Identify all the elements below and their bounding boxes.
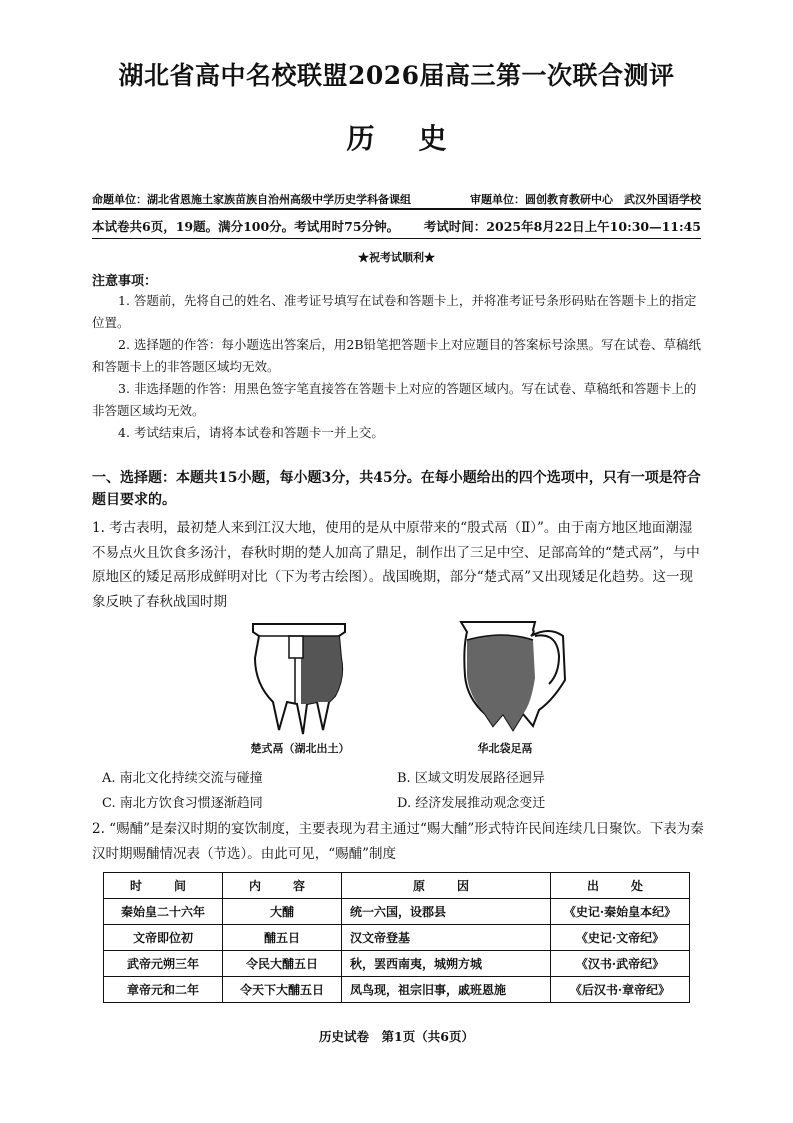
table-cell: 武帝元朔三年: [104, 951, 223, 977]
table-row: [104, 951, 690, 977]
option-a[interactable]: A. 南北文化持续交流与碰撞: [102, 771, 263, 786]
exam-title: 湖北省高中名校联盟2026届高三第一次联合测评: [118, 61, 675, 90]
table-cell: 统一六国，设郡县: [342, 899, 551, 925]
note-item: 2. 选择题的作答：每小题选出答案后，用2B铅笔把答题卡上对应题目的答案标号涂黑。写在试卷、草稿纸和答题卡上的非答题区域均无效。: [92, 337, 702, 374]
chu-li-drawing: [245, 618, 365, 738]
table-cell: 令民大酺五日: [223, 951, 342, 977]
question-2-stem: 2. “赐酺”是秦汉时期的宴饮制度，主要表现为君主通过“赐大酺”形式特许民间连续几日聚饮。下表为秦汉时期赐酺情况表（节选）。由此可见，“赐酺”制度: [92, 821, 704, 862]
table-row: [104, 925, 690, 951]
note-item: 1. 答题前，先将自己的姓名、准考证号填写在试卷和答题卡上，并将准考证号条形码贴在答题卡上的指定位置。: [92, 293, 697, 330]
setter-unit: 命题单位：湖北省恩施土家族苗族自治州高级中学历史学科备课组: [92, 193, 411, 206]
table-cell: 秋，罢西南夷，城朔方城: [342, 951, 551, 977]
table-row: [104, 977, 690, 1003]
table-cell: 酺五日: [223, 925, 342, 951]
notes-list: [92, 290, 704, 444]
table-cell: 《后汉书·章帝纪》: [551, 977, 690, 1003]
table-header-time: 时 间: [104, 873, 223, 899]
table-cell: 大酺: [223, 899, 342, 925]
option-d[interactable]: D. 经济发展推动观念变迁: [397, 796, 546, 811]
table-cell: 《史记·文帝纪》: [551, 925, 690, 951]
table-cell: 秦始皇二十六年: [104, 899, 223, 925]
paper-info: 本试卷共6页，19题。满分100分。考试用时75分钟。: [92, 219, 400, 234]
table-cell: 凤鸟现，祖宗旧事，戚班恩施: [342, 977, 551, 1003]
reviewer-unit: 审题单位：圆创教育教研中心 武汉外国语学校: [470, 193, 701, 206]
info-line: [92, 217, 701, 235]
table-cell: 文帝即位初: [104, 925, 223, 951]
table-cell: 汉文帝登基: [342, 925, 551, 951]
info-rule: [92, 238, 701, 239]
option-b[interactable]: B. 区域文明发展路径迥异: [397, 771, 545, 786]
table-cell: 章帝元和二年: [104, 977, 223, 1003]
table-row: [104, 899, 690, 925]
exam-time: 考试时间：2025年8月22日上午10:30—11:45: [423, 219, 701, 234]
table-header-source: 出 处: [551, 873, 690, 899]
table-cell: 令天下大酺五日: [223, 977, 342, 1003]
table-header-reason: 原 因: [342, 873, 551, 899]
header-rule: [92, 208, 701, 210]
section-heading: 一、选择题：本题共15小题，每小题3分，共45分。在每小题给出的四个选项中，只有一项是符合题目要求的。: [92, 470, 701, 508]
table-cell: 《汉书·武帝纪》: [551, 951, 690, 977]
question-1-stem: 1. 考古表明，最初楚人来到江汉大地，使用的是从中原带来的“殷式鬲（Ⅱ）”。由于南方地区地面潮湿不易点火且饮食多汤汁，春秋时期的楚人加高了鼎足，制作出了三足中空、足部高耸的“楚式鬲”，与中原地区的矮足鬲形成鲜明对比（下为考古绘图）。战国晚期，部分“楚式鬲”又出现矮足化趋势。这一现象反映了春秋战国时期: [92, 520, 700, 610]
note-item: 4. 考试结束后，请将本试卷和答题卡一并上交。: [118, 425, 384, 440]
cipu-table: [103, 872, 690, 1003]
table-header-row: [104, 873, 690, 899]
pouch-foot-li-drawing: [445, 618, 575, 736]
units-line: [92, 191, 701, 207]
page-footer: 历史试卷 第1页（共6页）: [319, 1029, 474, 1044]
question-1-options: [102, 764, 702, 814]
notes-heading: 注意事项：: [92, 274, 158, 289]
wish-text: ★祝考试顺利★: [358, 251, 435, 264]
table-header-content: 内 容: [223, 873, 342, 899]
subject-title: 历史: [346, 122, 491, 155]
note-item: 3. 非选择题的作答：用黑色签字笔直接答在答题卡上对应的答题区域内。写在试卷、草稿纸和答题卡上的非答题区域均无效。: [92, 381, 697, 418]
figure-left-caption: 楚式鬲（湖北出土）: [250, 742, 350, 755]
figure-right-caption: 华北袋足鬲: [477, 742, 533, 755]
table-cell: 《史记·秦始皇本纪》: [551, 899, 690, 925]
option-c[interactable]: C. 南北方饮食习惯逐渐趋同: [102, 796, 263, 811]
